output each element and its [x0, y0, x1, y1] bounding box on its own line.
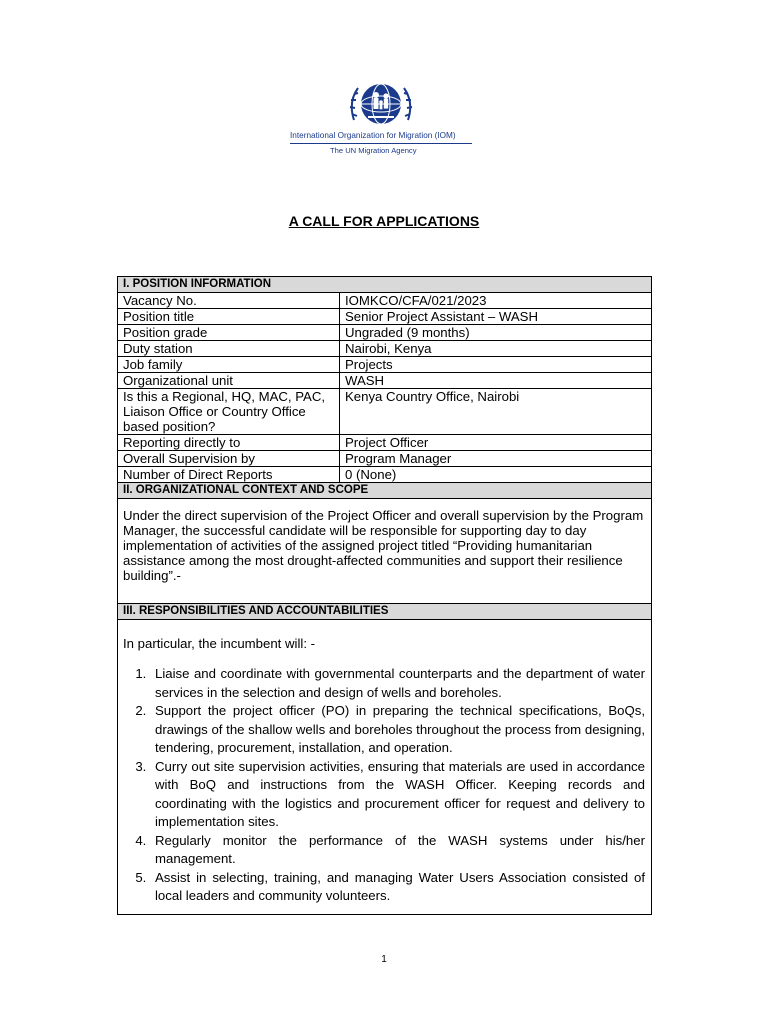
row-value: 0 (None) — [340, 467, 652, 483]
row-value: Ungraded (9 months) — [340, 325, 652, 341]
document-title: A CALL FOR APPLICATIONS — [288, 213, 480, 229]
list-item: 2. Support the project officer (PO) in preparing the technical specifications, BoQs, drawings of the shallow wells and boreholes throughout the process from designing, tendering, procurement, installation, and operation. — [150, 702, 645, 758]
logo-divider — [290, 143, 472, 144]
table-row — [118, 435, 652, 451]
row-value: Nairobi, Kenya — [340, 341, 652, 357]
table-row — [118, 341, 652, 357]
list-item: 1. Liaise and coordinate with governmental counterparts and the department of water services in the selection and design of wells and boreholes. — [150, 665, 645, 702]
row-value: WASH — [340, 373, 652, 389]
table-row — [118, 373, 652, 389]
row-label: Organizational unit — [118, 373, 340, 389]
iom-emblem-icon — [348, 80, 414, 130]
section-position-heading-text: I. POSITION INFORMATION — [123, 278, 272, 290]
table-row — [118, 357, 652, 373]
context-text: Under the direct supervision of the Project Officer and overall supervision by the Program Manager, the successful candidate will be responsible for supporting day to day implementation of activities of the assigned project titled “Providing humanitarian assistance among the most drought-affected communities and support their resilience building”.- — [118, 499, 652, 604]
row-label: Vacancy No. — [118, 293, 340, 309]
row-value: Program Manager — [340, 451, 652, 467]
responsibilities-list — [123, 665, 645, 906]
table-row — [118, 467, 652, 483]
row-value: Senior Project Assistant – WASH — [340, 309, 652, 325]
row-value: Kenya Country Office, Nairobi — [340, 389, 652, 435]
position-rows — [118, 293, 652, 483]
section-responsibilities-heading: III. RESPONSIBILITIES AND ACCOUNTABILITIES — [118, 604, 652, 620]
row-value: Projects — [340, 357, 652, 373]
row-label: Position grade — [118, 325, 340, 341]
table-row — [118, 451, 652, 467]
row-label: Number of Direct Reports — [118, 467, 340, 483]
row-value: IOMKCO/CFA/021/2023 — [340, 293, 652, 309]
row-label: Overall Supervision by — [118, 451, 340, 467]
row-label: Duty station — [118, 341, 340, 357]
section-position-heading — [118, 277, 652, 293]
list-item: 5. Assist in selecting, training, and managing Water Users Association consisted of local leaders and community volunteers. — [150, 869, 645, 906]
table-row — [118, 293, 652, 309]
row-label: Job family — [118, 357, 340, 373]
row-label: Reporting directly to — [118, 435, 340, 451]
iom-logo — [290, 80, 480, 160]
row-label: Position title — [118, 309, 340, 325]
page-number: 1 — [381, 954, 387, 965]
section-context-heading: II. ORGANIZATIONAL CONTEXT AND SCOPE — [118, 483, 652, 499]
responsibilities-row — [118, 620, 652, 915]
row-label: Is this a Regional, HQ, MAC, PAC, Liaison Office or Country Office based position? — [118, 389, 340, 435]
table-row — [118, 309, 652, 325]
org-name: International Organization for Migration (IOM) — [290, 131, 456, 140]
table-row — [118, 325, 652, 341]
row-value: Project Officer — [340, 435, 652, 451]
org-tagline: The UN Migration Agency — [330, 146, 417, 155]
list-item: 4. Regularly monitor the performance of the WASH systems under his/her management. — [150, 832, 645, 869]
context-row — [118, 499, 652, 604]
responsibilities-intro: In particular, the incumbent will: - — [123, 636, 316, 651]
list-item: 3. Curry out site supervision activities, ensuring that materials are used in accordance with BoQ and instructions from the WASH Officer. Keeping records and coordinating with the logistics and procurement officer for request and delivery to implementation sites. — [150, 758, 645, 832]
job-info-table — [117, 276, 652, 915]
table-row — [118, 389, 652, 435]
